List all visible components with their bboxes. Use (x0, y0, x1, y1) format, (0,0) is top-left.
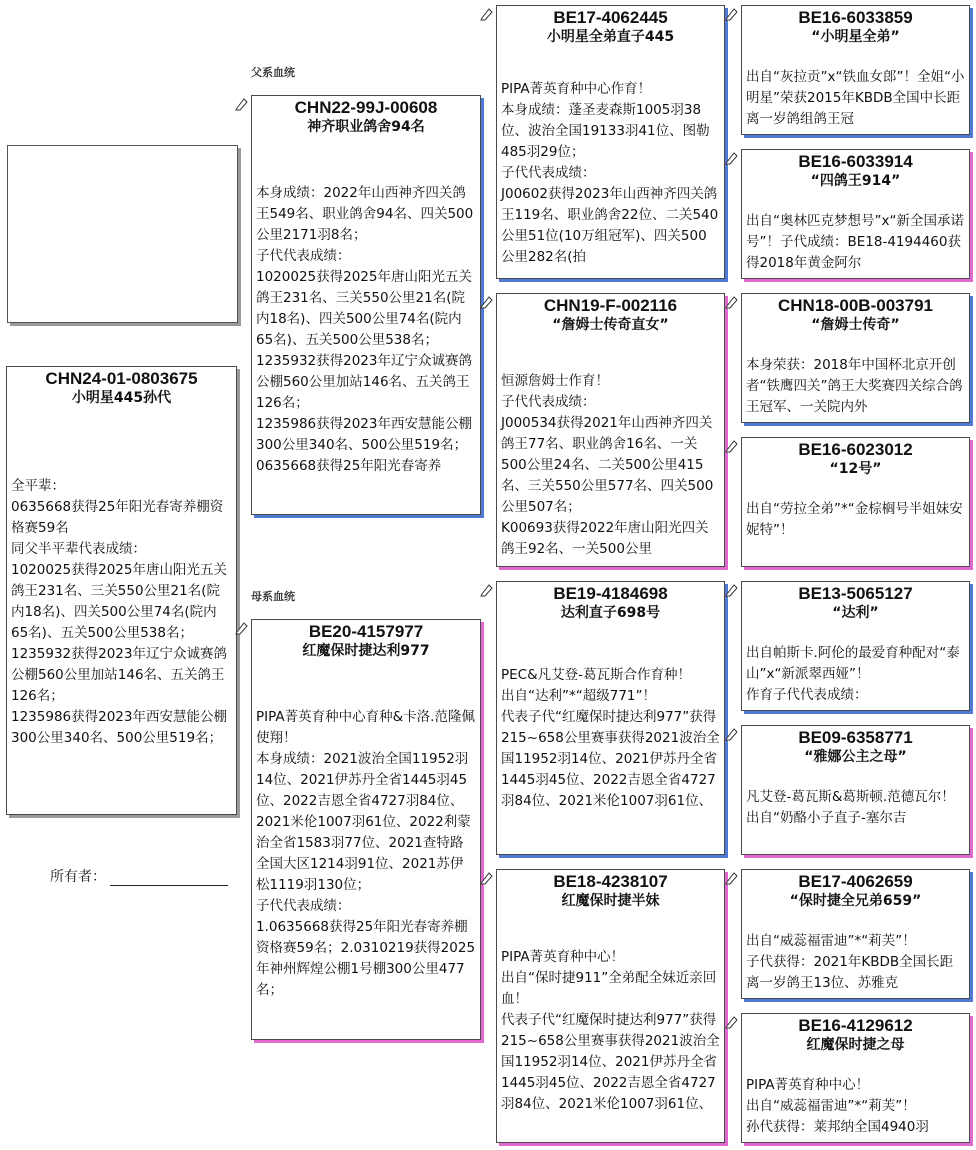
dam-description: PIPA菁英育种中心育种&卡洛.范隆佩使翔！ 本身成绩：2021波治全国11952羽14位、2021伊苏丹全省1445羽45位、2022吉恩全省4727羽84位、2021米伦1007羽61位、2022利蒙治全省1583羽77位、2021查特路全国大区1214羽91位、2021苏伊松1119羽130位； 子代代表成绩： 1.0635668获得25年阳光春寄养棚资格赛59名；2.0310219获得2025年神州辉煌公棚1号棚300公里477名； (256, 709, 476, 998)
edit-pencil-icon[interactable] (725, 583, 739, 597)
dam-dam-ring-number: BE18-4238107 (553, 872, 668, 891)
dam-dam-card (496, 869, 725, 1143)
pigeon-photo-frame (7, 145, 238, 323)
ssd-ring-number: BE16-6033914 (798, 152, 913, 171)
subject-ring-number: CHN24-01-0803675 (45, 369, 198, 388)
edit-pencil-icon[interactable] (725, 151, 739, 165)
sss-name: “小明星全弟” (811, 29, 900, 45)
sdd-description: 出自“劳拉全弟”*“金棕榈号半姐妹安妮特”！ (746, 501, 963, 538)
edit-pencil-icon[interactable] (235, 621, 249, 635)
sdd-card (741, 437, 970, 567)
edit-pencil-icon[interactable] (235, 97, 249, 111)
owner-signature-line (110, 871, 228, 886)
dsd-description: 凡艾登-葛瓦斯&葛斯顿.范德瓦尔！ 出自“奶酪小子直子-塞尔吉 (746, 789, 955, 826)
sire-dam-ring-number: CHN19-F-002116 (543, 296, 678, 315)
edit-pencil-icon[interactable] (480, 583, 494, 597)
dam-line-label: 母系血统 (251, 590, 295, 603)
sss-card (741, 5, 970, 135)
dss-ring-number: BE13-5065127 (798, 584, 913, 603)
sds-name: “詹姆士传奇” (811, 317, 900, 333)
edit-pencil-icon[interactable] (725, 439, 739, 453)
ddd-ring-number: BE16-4129612 (798, 1016, 913, 1035)
ssd-card (741, 149, 970, 279)
edit-pencil-icon[interactable] (480, 7, 494, 21)
sire-dam-name: “詹姆士传奇直女” (552, 317, 669, 333)
sire-sire-name: 小明星全弟直子445 (546, 29, 675, 45)
dss-name: “达利” (832, 605, 879, 621)
sdd-name: “12号” (829, 461, 882, 477)
dds-name: “保时捷全兄弟659” (789, 893, 922, 909)
ssd-description: 出自“奥林匹克梦想号”x“新全国承诺号”！子代成绩：BE18-4194460获得2018年黄金阿尔 (746, 213, 964, 271)
edit-pencil-icon[interactable] (725, 1015, 739, 1029)
sdd-ring-number: BE16-6023012 (798, 440, 913, 459)
sire-card (251, 95, 481, 515)
sds-description: 本身荣获：2018年中国杯北京开创者“铁鹰四关”鸽王大奖赛四关综合鸽王冠军、一关院内外 (746, 357, 963, 415)
dam-card (251, 619, 481, 1040)
dam-ring-number: BE20-4157977 (308, 622, 424, 641)
subject-description: 全平辈： 0635668获得25年阳光春寄养棚资格赛59名 同父半平辈代表成绩： 1020025获得2025年唐山阳光五关鸽王231名、三关550公里21名(院内18名)、四关500公里74名(院内65名)、五关500公里538名； 1235932获得2023年辽宁众诚赛鸽公棚560公里加站146名、五关鸽王126名； 1235986获得2023年西安慧能公棚300公里340名、500公里519名； (11, 478, 227, 746)
sds-ring-number: CHN18-00B-003791 (778, 296, 933, 315)
edit-pencil-icon[interactable] (725, 727, 739, 741)
dam-sire-description: PEC&凡艾登-葛瓦斯合作育种！ 出自“达利”*“超级771”！ 代表子代“红魔保时捷达利977”获得215~658公里赛事获得2021波治全国11952羽14位、2021伊苏丹全省1445羽45位、2022吉恩全省4727羽84位、2021米伦1007羽61位、 (501, 667, 720, 809)
dds-description: 出自“威蕊福雷迪”*“莉芙”！ 子代获得：2021年KBDB全国长距离一岁鸽王13位、苏雅克 (746, 933, 954, 991)
dam-name: 红魔保时捷达利977 (302, 643, 430, 659)
ddd-description: PIPA菁英育种中心！ 出自“威蕊福雷迪”*“莉芙”！ 孙代获得：莱邦纳全国4940羽 (746, 1077, 929, 1135)
sire-ring-number: CHN22-99J-00608 (294, 98, 438, 117)
dds-ring-number: BE17-4062659 (798, 872, 913, 891)
dam-sire-card (496, 581, 725, 855)
dss-description: 出自帕斯卡.阿伦的最爱育种配对“泰山”x“新派翠西娅”！ 作育子代代表成绩： (746, 645, 960, 703)
subject-card (6, 366, 237, 815)
edit-pencil-icon[interactable] (725, 7, 739, 21)
sire-sire-description: PIPA菁英育种中心作育！ 本身成绩：蓬圣麦森斯1005羽38位、波治全国19133羽41位、图勒485羽29位； 子代代表成绩： J00602获得2023年山西神齐四关鸽王119名、职业鸽舍22位、二关540公里51位(10万组冠军)、四关500公里282名(拍 (501, 81, 719, 265)
edit-pencil-icon[interactable] (725, 295, 739, 309)
dsd-card (741, 725, 970, 855)
edit-pencil-icon[interactable] (725, 871, 739, 885)
dam-sire-ring-number: BE19-4184698 (553, 584, 668, 603)
dsd-ring-number: BE09-6358771 (798, 728, 913, 747)
sss-ring-number: BE16-6033859 (798, 8, 913, 27)
sss-description: 出自“灰拉贡”x“铁血女郎”！全姐“小明星”荣获2015年KBDB全国中长距离一岁鸽组鸽王冠 (746, 69, 965, 127)
sire-dam-description: 恒源詹姆士作育！ 子代代表成绩： J000534获得2021年山西神齐四关鸽王77名、职业鸽舍16名、一关500公里24名、二关500公里415名、三关550公里577名、四关500公里507名； K00693获得2022年唐山阳光四关鸽王92名、一关500公里 (501, 373, 714, 557)
owner-field (50, 866, 228, 886)
sire-sire-ring-number: BE17-4062445 (553, 8, 668, 27)
dam-sire-name: 达利直子698号 (560, 605, 661, 621)
ssd-name: “四鸽王914” (810, 173, 901, 189)
edit-pencil-icon[interactable] (480, 295, 494, 309)
owner-label: 所有者： (50, 869, 106, 885)
dsd-name: “雅娜公主之母” (804, 749, 907, 765)
edit-pencil-icon[interactable] (480, 871, 494, 885)
dam-dam-description: PIPA菁英育种中心！ 出自“保时捷911”全弟配全妹近亲回血！ 代表子代“红魔保时捷达利977”获得215~658公里赛事获得2021波治全国11952羽14位、2021伊苏丹全省1445羽45位、2022吉恩全省4727羽84位、2021米伦1007羽61位、 (501, 949, 720, 1112)
dds-card (741, 869, 970, 999)
dss-card (741, 581, 970, 711)
ddd-card (741, 1013, 970, 1143)
subject-name: 小明星445孙代 (71, 390, 172, 406)
sire-description: 本身成绩：2022年山西神齐四关鸽王549名、职业鸽舍94名、四关500公里2171羽8名； 子代代表成绩： 1020025获得2025年唐山阳光五关鸽王231名、三关550公里21名(院内18名)、四关500公里74名(院内65名)、五关500公里538名； 1235932获得2023年辽宁众诚赛鸽公棚560公里加站146名、五关鸽王126名； 1235986获得2023年西安慧能公棚300公里340名、500公里519名； 0635668获得25年阳光春寄养 (256, 185, 474, 474)
dam-dam-name: 红魔保时捷半妹 (561, 893, 660, 909)
sds-card (741, 293, 970, 423)
sire-line-label: 父系血统 (251, 66, 295, 79)
sire-sire-card (496, 5, 725, 279)
sire-dam-card (496, 293, 725, 567)
sire-name: 神齐职业鸽舍94名 (307, 119, 425, 135)
ddd-name: 红魔保时捷之母 (806, 1037, 905, 1053)
